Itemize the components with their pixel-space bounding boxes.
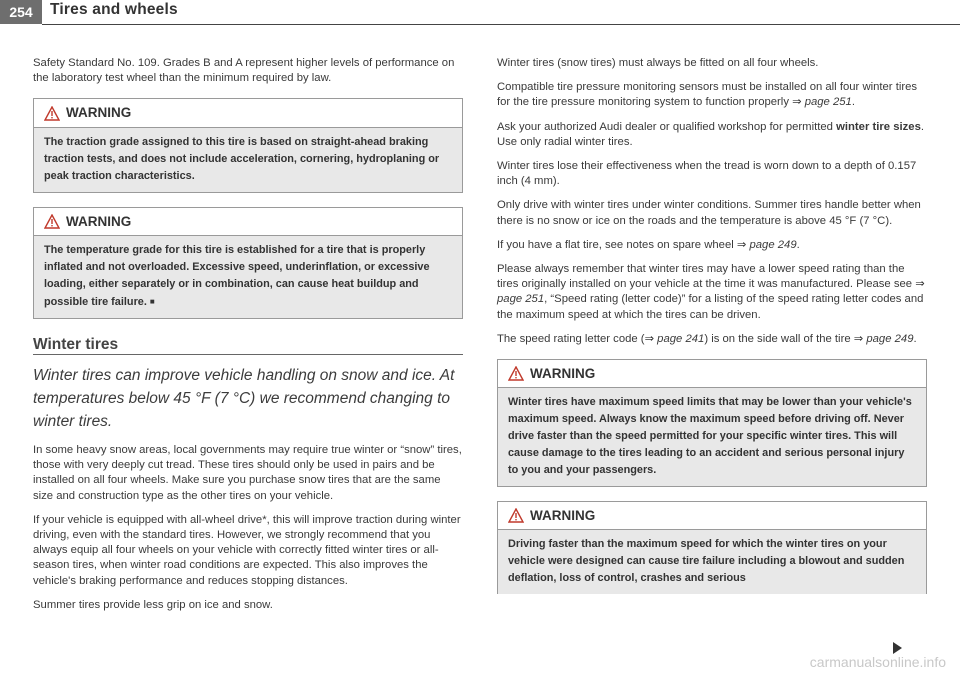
warning-header <box>34 99 462 126</box>
section-title: Winter tires <box>33 335 119 353</box>
warning-box-speed-limits <box>497 359 927 487</box>
warning-text-container <box>34 235 462 318</box>
warning-text: The traction grade assigned to this tire is based on straight-ahead braking traction tests, and does not include acceleration, cornering, hydroplaning or peak traction characteristics. <box>34 127 462 192</box>
paragraph <box>497 262 927 323</box>
bold-text: winter tire sizes <box>836 120 921 133</box>
section-divider <box>33 354 463 355</box>
warning-header <box>498 502 926 529</box>
warning-triangle-icon <box>44 106 60 121</box>
page-reference-link[interactable]: ⇒ page 249 <box>853 332 914 345</box>
page-reference-link[interactable]: ⇒ page 251 <box>792 96 852 109</box>
warning-triangle-icon <box>508 366 524 381</box>
warning-label: WARNING <box>66 213 132 229</box>
page-title: Tires and wheels <box>50 1 178 18</box>
text: The speed rating letter code ( <box>497 332 645 345</box>
text: . <box>913 332 917 345</box>
page-reference-link[interactable]: ⇒ page 241 <box>644 332 705 345</box>
right-column <box>497 56 927 608</box>
text: Please always remember that winter tires may have a lower speed rating than the tires originally installed on your vehicle at the time it was manufactured. Please see <box>497 263 916 291</box>
text: If you have a flat tire, see notes on spare wheel <box>497 238 737 251</box>
watermark: carmanualsonline.info <box>809 654 946 670</box>
text: . <box>796 238 800 251</box>
paragraph <box>497 238 927 253</box>
page-reference-link[interactable]: ⇒ page 249 <box>736 238 797 251</box>
text: . <box>851 96 855 109</box>
warning-label: WARNING <box>530 508 596 524</box>
text: ) is on the side wall of the tire <box>704 332 854 345</box>
warning-label: WARNING <box>530 366 596 382</box>
paragraph: Only drive with winter tires under winter conditions. Summer tires handle better when there is no snow or ice on the roads and the temperature is above 45 °F (7 °C). <box>497 199 921 227</box>
warning-triangle-icon <box>508 508 524 523</box>
warning-text-container <box>498 529 926 594</box>
paragraph: Winter tires (snow tires) must always be fitted on all four wheels. <box>497 57 819 69</box>
page-reference-link[interactable]: ⇒ page 251 <box>497 278 925 306</box>
text: Ask your authorized Audi dealer or qualified workshop for permitted <box>497 120 837 133</box>
warning-box-temperature <box>33 207 463 319</box>
text: Compatible tire pressure monitoring sensors must be installed on all four winter tires for the tire pressure monitoring system to function properly <box>497 81 918 109</box>
paragraph: If your vehicle is equipped with all-wheel drive*, this will improve traction during winter driving, even with the standard tires. However, we strongly recommend that you always equip all four wheels on your vehicle with correctly fitted winter tires or all-season tires, when winter road conditions are expected. This also improves the vehicle's braking performance and reduces stopping distances. <box>33 513 461 587</box>
page-number: 254 <box>0 0 42 24</box>
paragraph <box>497 120 927 150</box>
warning-triangle-icon <box>44 214 60 229</box>
warning-box-max-speed <box>497 501 927 594</box>
paragraph <box>497 332 927 347</box>
continue-arrow-icon <box>893 642 902 654</box>
warning-text: Winter tires have maximum speed limits that may be lower than your vehicle's maximum speed. Always know the maximum speed before driving off. Never drive faster than the speed permitted for your specific winter tires. This will cause damage to the tires leading to an accident and serious personal injury to you and your passengers. <box>498 387 926 486</box>
warning-label: WARNING <box>66 105 132 121</box>
section-lead: Winter tires can improve vehicle handling on snow and ice. At temperatures below 45 °F (7 °C) we recommend changing to winter tires. <box>33 367 455 431</box>
paragraph: Winter tires lose their effectiveness when the tread is worn down to a depth of 0.157 inch (4 mm). <box>497 160 917 188</box>
left-column <box>33 56 463 622</box>
warning-text: The temperature grade for this tire is established for a tire that is properly inflated and not overloaded. Excessive speed, underinflation, or excessive loading, either separately or in combination, can cause heat buildup and possible tire failure. <box>44 243 430 308</box>
paragraph: In some heavy snow areas, local governments may require true winter or “snow” tires, those with very deeply cut tread. These tires should only be used in pairs and be installed on all four wheels. Make sure you purchase snow tires that are the same size and construction type as the other tires on your vehicle. <box>33 444 462 502</box>
warning-header <box>34 208 462 235</box>
intro-paragraph: Safety Standard No. 109. Grades B and A represent higher levels of performance on the laboratory test wheel than the minimum required by law. <box>33 57 455 85</box>
text: , “Speed rating (letter code)” for a listing of the speed rating letter codes and the maximum speed at which the tires can be driven. <box>497 293 924 321</box>
warning-header <box>498 360 926 387</box>
text: . Use only radial winter tires. <box>497 120 924 148</box>
paragraph: Summer tires provide less grip on ice and snow. <box>33 598 273 611</box>
paragraph <box>497 80 927 110</box>
header-divider <box>42 24 960 25</box>
warning-box-traction <box>33 98 463 192</box>
section-end-mark: ■ <box>149 296 155 306</box>
warning-text: Driving faster than the maximum speed for which the winter tires on your vehicle were designed can cause tire failure including a blowout and sudden deflation, loss of control, crashes and serious <box>508 538 905 585</box>
